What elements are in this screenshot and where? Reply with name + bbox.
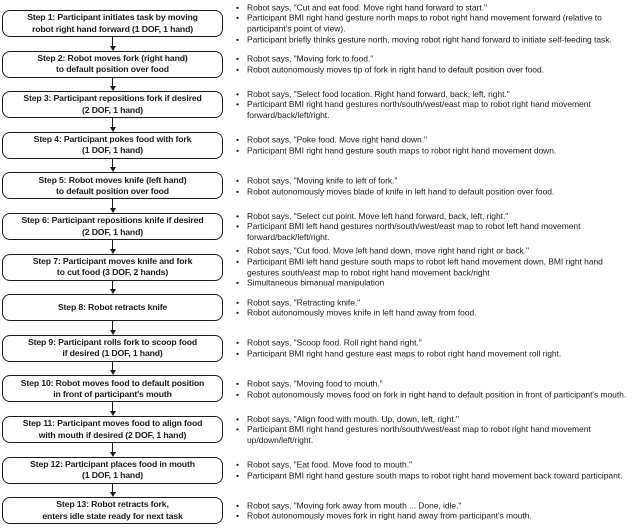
step-bullets: [234, 378, 637, 399]
step-box: [2, 335, 223, 362]
bullet-item: • Robot says, "Align food with mouth. Up, down, left, right.": [234, 413, 637, 424]
step-box-line: Step 3: Participant repositions fork if desired: [23, 93, 202, 104]
bullet-item: • Participant BMI right hand gesture north maps to robot right hand movement forward (relative to participant's point of view).: [234, 13, 637, 34]
arrow-stem: [112, 321, 114, 330]
down-arrow-icon: [109, 402, 117, 416]
step-box-line: (2 DOF, 1 hand): [82, 104, 143, 115]
step-box-line: Step 8: Robot retracts knife: [57, 302, 168, 313]
step-box-line: robot right hand forward (1 DOF, 1 hand): [32, 23, 193, 34]
step-box: [2, 51, 223, 78]
arrow-stem: [112, 362, 114, 371]
bullet-item: • Robot says, "Moving fork away from mouth ... Done, idle.": [234, 500, 637, 511]
step-bullets: [234, 297, 637, 318]
arrow-stem: [112, 37, 114, 46]
down-arrow-icon: [109, 443, 117, 457]
step-box-line: (2 DOF, 1 hand): [82, 226, 143, 237]
step-bullets: [234, 246, 637, 289]
step-box-line: Step 11: Participant moves food to align food: [22, 418, 203, 429]
down-arrow-icon: [109, 281, 117, 295]
step-bullets: [234, 89, 637, 121]
arrow-stem: [112, 159, 114, 168]
down-arrow-icon: [109, 240, 117, 254]
down-arrow-icon: [109, 159, 117, 173]
step-box: [2, 10, 223, 37]
step-box: [2, 294, 223, 321]
step-box-line: (1 DOF, 1 hand): [82, 145, 143, 156]
step-box-line: to default position over food: [56, 185, 169, 196]
step-box: [2, 457, 223, 484]
arrow-head: [110, 249, 116, 254]
step-bullets: [234, 413, 637, 445]
bullet-item: • Robot says, "Cut food. Move left hand down, move right hand right or back.": [234, 246, 637, 257]
bullet-item: • Robot autonomously moves food on fork in right hand to default position in front of participant's mouth.: [234, 389, 637, 400]
step-box-line: Step 9: Participant rolls fork to scoop food: [27, 337, 198, 347]
step-bullets: [234, 459, 637, 480]
down-arrow-icon: [109, 199, 117, 213]
step-box-line: to cut food (3 DOF, 2 hands): [56, 267, 169, 278]
arrow-stem: [112, 118, 114, 127]
down-arrow-icon: [109, 118, 117, 132]
step-bullets: [234, 2, 637, 45]
arrow-head: [110, 452, 116, 457]
step-box-line: Step 5: Robot moves knife (left hand): [38, 174, 187, 185]
bullet-item: • Robot autonomously moves blade of knife in left hand to default position over food.: [234, 186, 637, 197]
bullet-item: • Robot autonomously moves fork in right hand away from participant's mouth.: [234, 511, 637, 522]
step-box: [2, 416, 223, 443]
step-box: [2, 375, 223, 402]
step-bullets: [234, 500, 637, 521]
step-box-line: Step 2: Robot moves fork (right hand): [37, 52, 188, 63]
bullet-item: • Robot says, "Scoop food. Roll right hand right.": [234, 338, 637, 349]
step-bullets: [234, 338, 637, 359]
step-box: [2, 91, 223, 118]
bullet-item: • Robot says, "Retracting knife.": [234, 297, 637, 308]
step-box-line: (1 DOF, 1 hand): [82, 470, 143, 481]
arrow-stem: [112, 281, 114, 290]
step-box: [2, 497, 223, 524]
bullet-item: • Robot says, "Eat food. Move food to mouth.": [234, 459, 637, 470]
arrow-head: [110, 46, 116, 51]
bullet-item: • Participant briefly thinks gesture north, moving robot right hand forward to initiate self-feeding task.: [234, 34, 637, 45]
bullet-item: • Robot autonomously moves knife in left hand away from food.: [234, 308, 637, 319]
arrow-stem: [112, 484, 114, 493]
arrow-stem: [112, 402, 114, 411]
down-arrow-icon: [109, 37, 117, 51]
step-box-line: Step 6: Participant repositions knife if desired: [21, 215, 204, 226]
step-box-line: Step 7: Participant moves knife and fork: [32, 255, 193, 266]
down-arrow-icon: [109, 78, 117, 92]
bullet-item: • Robot autonomously moves tip of fork in right hand to default position over food.: [234, 64, 637, 75]
step-box: [2, 132, 223, 159]
arrow-stem: [112, 443, 114, 452]
bullet-item: • Participant BMI right hand gestures north/south/west/east map to robot right hand movement up/down/left/right.: [234, 424, 637, 445]
bullet-item: • Participant BMI left hand gestures north/south/west/east map to robot left hand movement forward/back/left/right.: [234, 221, 637, 242]
bullet-item: • Participant BMI right hand gesture south maps to robot right hand movement back toward participant.: [234, 470, 637, 481]
step-bullets: [234, 135, 637, 156]
step-box-line: to default position over food: [56, 64, 169, 75]
step-box-line: if desired (1 DOF, 1 hand): [62, 348, 163, 359]
step-box-line: Step 1: Participant initiates task by moving: [27, 12, 198, 23]
step-box: [2, 172, 223, 199]
step-box-line: Step 4: Participant pokes food with fork: [33, 134, 192, 144]
step-bullets: [234, 53, 637, 74]
bullet-item: • Robot says, "Poke food. Move right hand down.": [234, 135, 637, 146]
step-bullets: [234, 175, 637, 196]
bullet-item: • Participant BMI right hand gesture east maps to robot right hand movement roll right.: [234, 348, 637, 359]
step-box-line: Step 10: Robot moves food to default position: [20, 377, 205, 388]
bullet-item: • Participant BMI right hand gesture south maps to robot right hand movement down.: [234, 145, 637, 156]
arrow-stem: [112, 240, 114, 249]
bullet-item: • Robot says, "Moving food to mouth.": [234, 378, 637, 389]
down-arrow-icon: [109, 484, 117, 498]
step-box-line: Step 13: Robot retracts fork,: [56, 499, 169, 510]
step-box-line: with mouth if desired (2 DOF, 1 hand): [38, 429, 187, 440]
bullet-item: • Robot says, "Select food location. Right hand forward, back, left, right.": [234, 89, 637, 100]
bullet-item: • Participant BMI left hand gesture south maps to robot left hand movement down, BMI right hand gestures south/east map to robot right hand movement back/right: [234, 256, 637, 277]
arrow-stem: [112, 78, 114, 87]
down-arrow-icon: [109, 362, 117, 376]
bullet-item: • Robot says, "Moving fork to food.": [234, 53, 637, 64]
arrow-stem: [112, 199, 114, 208]
bullet-item: • Simultaneous bimanual manipulation: [234, 278, 637, 289]
step-box: [2, 213, 223, 240]
down-arrow-icon: [109, 321, 117, 335]
bullet-item: • Participant BMI right hand gestures north/south/west/east map to robot right hand movement forward/back/left/right.: [234, 99, 637, 120]
step-box-line: Step 12: Participant places food in mouth: [30, 458, 195, 469]
bullet-item: • Robot says, "Moving knife to left of fork.": [234, 175, 637, 186]
step-bullets: [234, 210, 637, 242]
step-box: [2, 254, 223, 281]
bullet-item: • Robot says, "Select cut point. Move left hand forward, back, left, right.": [234, 210, 637, 221]
bullet-item: • Robot says, "Cut and eat food. Move right hand forward to start.": [234, 2, 637, 13]
step-box-line: enters idle state ready for next task: [42, 510, 183, 521]
step-box-line: in front of participant's mouth: [53, 388, 172, 399]
